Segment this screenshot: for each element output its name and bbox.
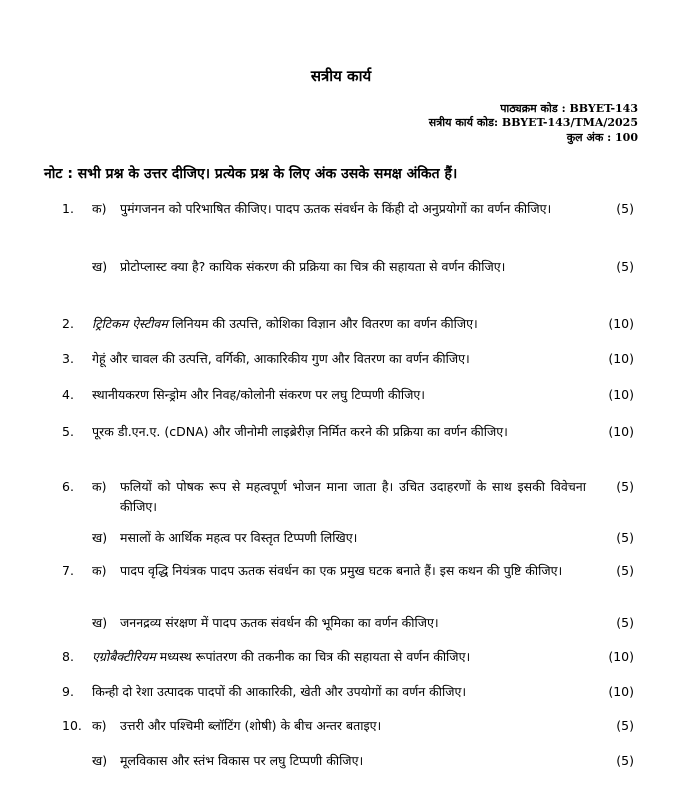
question-marks: (10) (608, 684, 634, 699)
question-marks: (10) (608, 424, 634, 439)
total-marks: कुल अंक : 100 (566, 131, 638, 144)
sub-label: क) (92, 479, 107, 494)
sub-label: ख) (92, 615, 108, 630)
question-number: 5. (62, 424, 74, 439)
question-text: गेहूं और चावल की उत्पत्ति, वर्गिकी, आकारिकीय गुण और वितरण का वर्णन कीजिए। (92, 351, 470, 366)
question-number: 4. (62, 387, 74, 402)
sub-label: क) (92, 718, 107, 733)
question-marks: (5) (616, 201, 634, 216)
instruction-note: नोट : सभी प्रश्न के उत्तर दीजिए। प्रत्येक प्रश्न के लिए अंक उसके समक्ष अंकित हैं। (44, 166, 458, 182)
sub-label: ख) (92, 530, 108, 545)
sub-label: ख) (92, 753, 108, 768)
question-text (92, 314, 586, 334)
question-number: 7. (62, 563, 74, 578)
question-text: पादप वृद्धि नियंत्रक पादप ऊतक संवर्धन का एक प्रमुख घटक बनाते हैं। इस कथन की पुष्टि कीजिए। (120, 563, 563, 578)
question-text-rest: लिनियम की उत्पत्ति, कोशिका विज्ञान और वितरण का वर्णन कीजिए। (167, 316, 478, 331)
question-number: 2. (62, 316, 74, 331)
question-marks: (5) (616, 563, 634, 578)
question-text: किन्ही दो रेशा उत्पादक पादपों की आकारिकी, खेती और उपयोगों का वर्णन कीजिए। (92, 684, 467, 699)
question-marks: (5) (616, 530, 634, 545)
question-text (92, 647, 586, 667)
question-text: पुमंगजनन को परिभाषित कीजिए। पादप ऊतक संवर्धन के किंही दो अनुप्रयोगों का वर्णन कीजिए। (120, 201, 552, 216)
question-marks: (10) (608, 351, 634, 366)
question-marks: (5) (616, 615, 634, 630)
question-marks: (5) (616, 718, 634, 733)
question-text: मूलविकास और स्तंभ विकास पर लघु टिप्पणी कीजिए। (120, 753, 364, 768)
question-number: 9. (62, 684, 74, 699)
question-number: 10. (62, 718, 82, 733)
course-code: पाठ्यक्रम कोड : BBYET-143 (500, 102, 638, 115)
scientific-name: एग्रोबैक्टीरियम (92, 649, 156, 664)
question-text: प्रोटोप्लास्ट क्या है? कायिक संकरण की प्रक्रिया का चित्र की सहायता से वर्णन कीजिए। (120, 259, 506, 274)
assignment-code: सत्रीय कार्य कोड: BBYET-143/TMA/2025 (428, 116, 638, 129)
scientific-name: ट्रिटिकम ऐस्टीवम (92, 316, 168, 331)
question-marks: (5) (616, 479, 634, 494)
question-text: स्थानीयकरण सिन्ड्रोम और निवह/कोलोनी संकरण पर लघु टिप्पणी कीजिए। (92, 387, 425, 402)
question-number: 1. (62, 201, 74, 216)
question-marks: (5) (616, 259, 634, 274)
page-title: सत्रीय कार्य (310, 67, 372, 85)
question-marks: (10) (608, 387, 634, 402)
question-marks: (5) (616, 753, 634, 768)
question-text: मसालों के आर्थिक महत्व पर विस्तृत टिप्पणी लिखिए। (120, 530, 358, 545)
sub-label: ख) (92, 259, 108, 274)
question-text: फलियों को पोषक रूप से महत्वपूर्ण भोजन माना जाता है। उचित उदाहरणों के साथ इसकी विवेचना कीजिए। (120, 479, 586, 514)
sub-label: क) (92, 563, 107, 578)
question-number: 6. (62, 479, 74, 494)
question-marks: (10) (608, 649, 634, 664)
question-marks: (10) (608, 316, 634, 331)
question-number: 3. (62, 351, 74, 366)
question-text: पूरक डी.एन.ए. (cDNA) और जीनोमी लाइब्रेरीज़ निर्मित करने की प्रक्रिया का वर्णन कीजिए। (92, 424, 508, 439)
question-text: उत्तरी और पश्चिमी ब्लॉटिंग (शोषी) के बीच अन्तर बताइए। (120, 718, 382, 733)
question-text: जननद्रव्य संरक्षण में पादप ऊतक संवर्धन की भूमिका का वर्णन कीजिए। (120, 615, 439, 630)
sub-label: क) (92, 201, 107, 216)
question-number: 8. (62, 649, 74, 664)
question-text-rest: मध्यस्थ रूपांतरण की तकनीक का चित्र की सहायता से वर्णन कीजिए। (155, 649, 471, 664)
